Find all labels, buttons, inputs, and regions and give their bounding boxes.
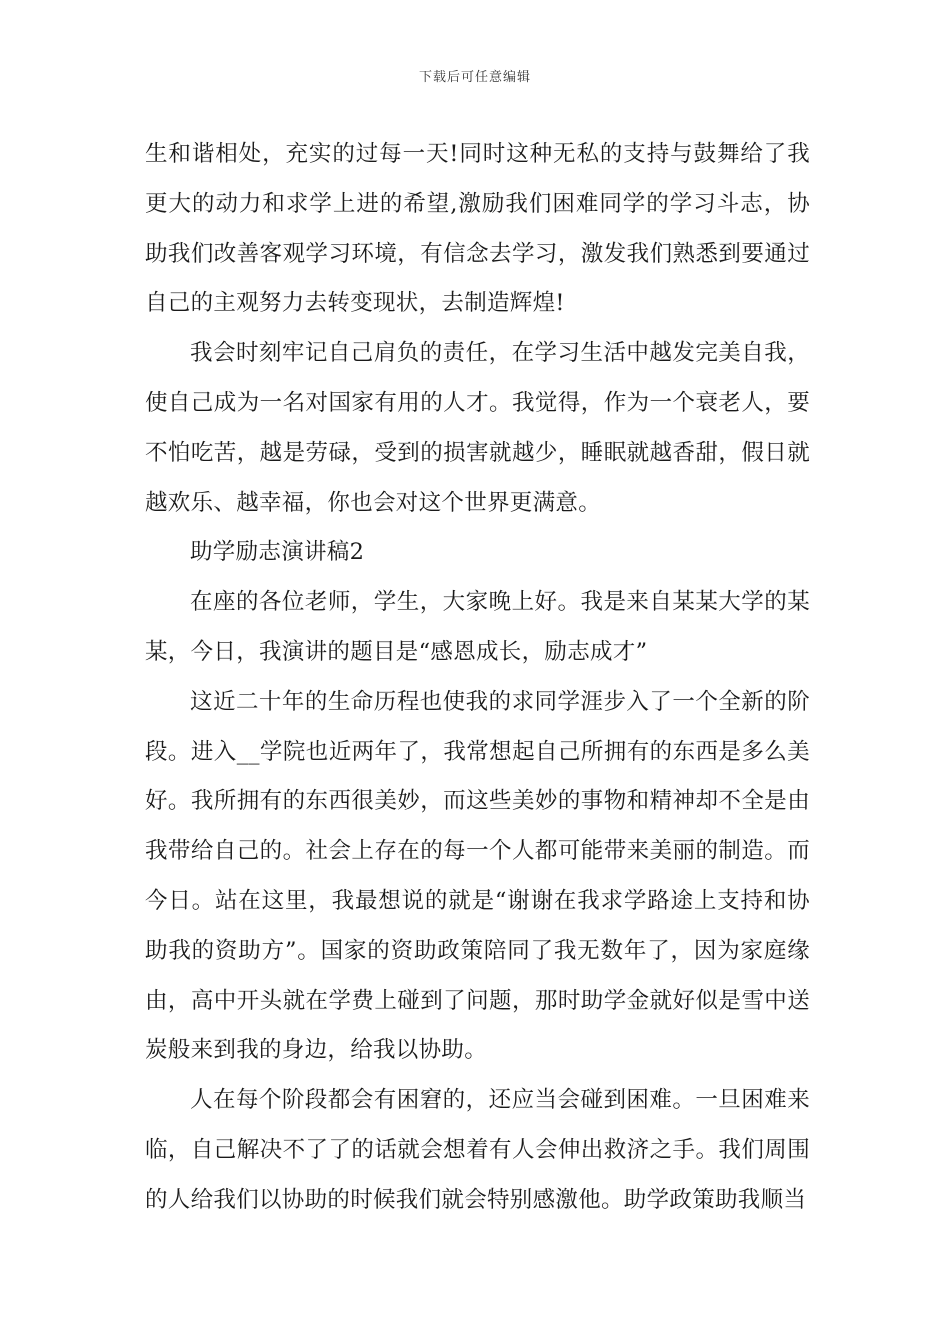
paragraph: 生和谐相处，充实的过每一天!同时这种无私的支持与鼓舞给了我更大的动力和求学上进的希望,激励我们困难同学的学习斗志，协助我们改善客观学习环境，有信念去学习，激发我们熟悉到要通过自己的主观努力去转变现状，去制造辉煌! — [145, 141, 810, 317]
page-header: 下载后可任意编辑 — [418, 70, 531, 85]
section-heading: 助学励志演讲稿2 — [190, 539, 365, 566]
paragraph: 在座的各位老师，学生，大家晚上好。我是来自某某大学的某某，今日，我演讲的题目是“感恩成长，励志成才” — [145, 589, 810, 665]
paragraph: 我会时刻牢记自己肩负的责任，在学习生活中越发完美自我，使自己成为一名对国家有用的人才。我觉得，作为一个衰老人，要不怕吃苦，越是劳碌，受到的损害就越少，睡眠就越香甜，假日就越欢乐、越幸福，你也会对这个世界更满意。 — [145, 340, 810, 516]
paragraph: 人在每个阶段都会有困窘的，还应当会碰到困难。一旦困难来临，自己解决不了了的话就会想着有人会伸出救济之手。我们周围的人给我们以协助的时候我们就会特别感激他。助学政策助我顺当 — [145, 1087, 810, 1213]
document-body — [145, 130, 810, 1226]
paragraph: 这近二十年的生命历程也使我的求同学涯步入了一个全新的阶段。进入__学院也近两年了，我常想起自己所拥有的东西是多么美好。我所拥有的东西很美妙，而这些美妙的事物和精神却不全是由我带给自己的。社会上存在的每一个人都可能带来美丽的制造。而今日。站在这里，我最想说的就是“谢谢在我求学路途上支持和协助我的资助方”。国家的资助政策陪同了我无数年了，因为家庭缘由，高中开头就在学费上碰到了问题，那时助学金就好似是雪中送炭般来到我的身边，给我以协助。 — [145, 688, 810, 1064]
